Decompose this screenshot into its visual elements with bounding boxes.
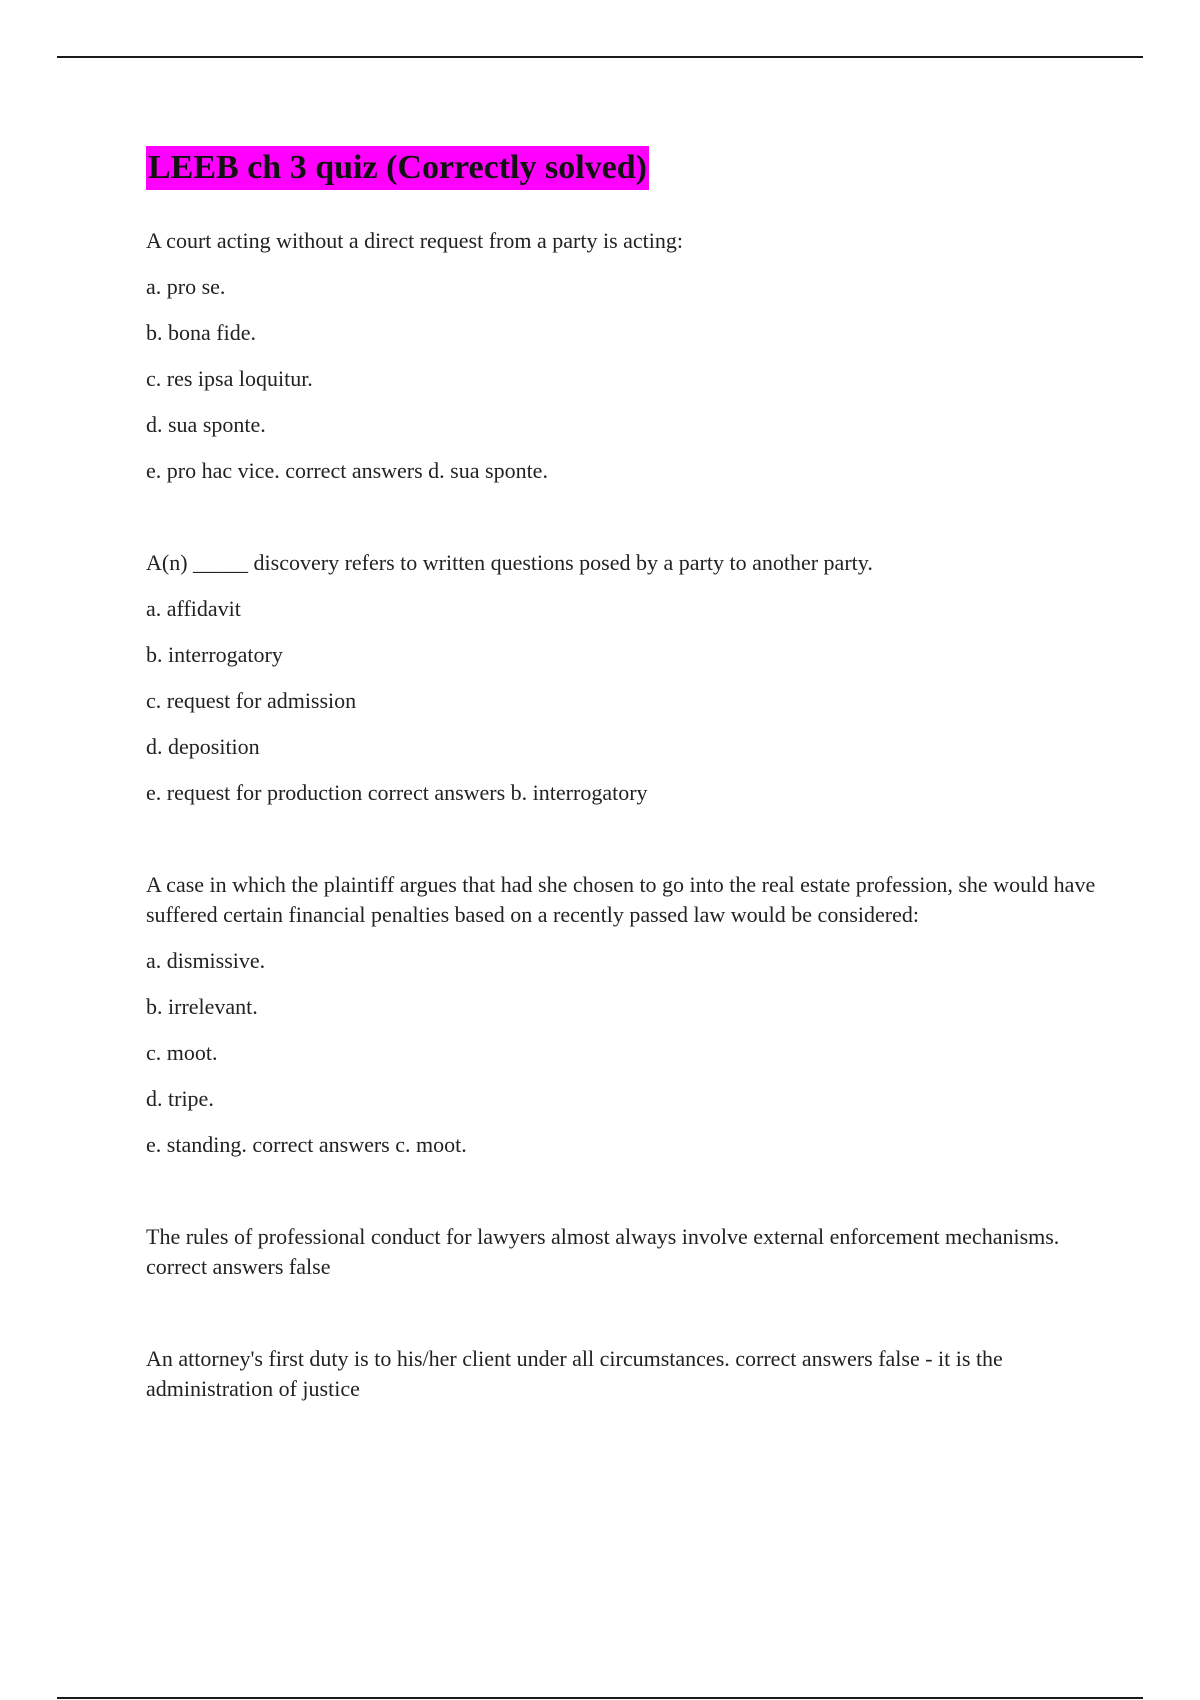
option-d: d. sua sponte. — [146, 412, 266, 437]
page-title: LEEB ch 3 quiz (Correctly solved) — [146, 146, 649, 190]
question-text-with-answer: The rules of professional conduct for lawyers almost always involve external enforcement mechanisms. correct answers false — [146, 1224, 1060, 1279]
question-1 — [146, 226, 1106, 486]
option-e-with-answer: e. request for production correct answers b. interrogatory — [146, 780, 648, 805]
question-text: A case in which the plaintiff argues that had she chosen to go into the real estate profession, she would have suffered certain financial penalties based on a recently passed law would be considered: — [146, 872, 1096, 927]
question-3 — [146, 870, 1106, 1160]
question-2 — [146, 548, 1106, 808]
option-a: a. affidavit — [146, 596, 241, 621]
question-5 — [146, 1344, 1106, 1404]
option-d: d. tripe. — [146, 1086, 214, 1111]
option-c: c. request for admission — [146, 688, 357, 713]
option-a: a. pro se. — [146, 274, 226, 299]
option-a: a. dismissive. — [146, 948, 266, 973]
question-4 — [146, 1222, 1106, 1282]
header-rule — [57, 56, 1143, 58]
option-d: d. deposition — [146, 734, 260, 759]
option-b: b. bona fide. — [146, 320, 256, 345]
question-text: A(n) _____ discovery refers to written questions posed by a party to another party. — [146, 550, 873, 575]
document-body — [146, 146, 1106, 1404]
option-c: c. moot. — [146, 1040, 218, 1065]
option-e-with-answer: e. pro hac vice. correct answers d. sua sponte. — [146, 458, 548, 483]
option-b: b. irrelevant. — [146, 994, 258, 1019]
option-e-with-answer: e. standing. correct answers c. moot. — [146, 1132, 467, 1157]
option-b: b. interrogatory — [146, 642, 283, 667]
option-c: c. res ipsa loquitur. — [146, 366, 313, 391]
footer-rule — [57, 1697, 1143, 1699]
question-text: A court acting without a direct request from a party is acting: — [146, 228, 684, 253]
question-text-with-answer: An attorney's first duty is to his/her client under all circumstances. correct answers false - it is the administration of justice — [146, 1346, 1003, 1401]
